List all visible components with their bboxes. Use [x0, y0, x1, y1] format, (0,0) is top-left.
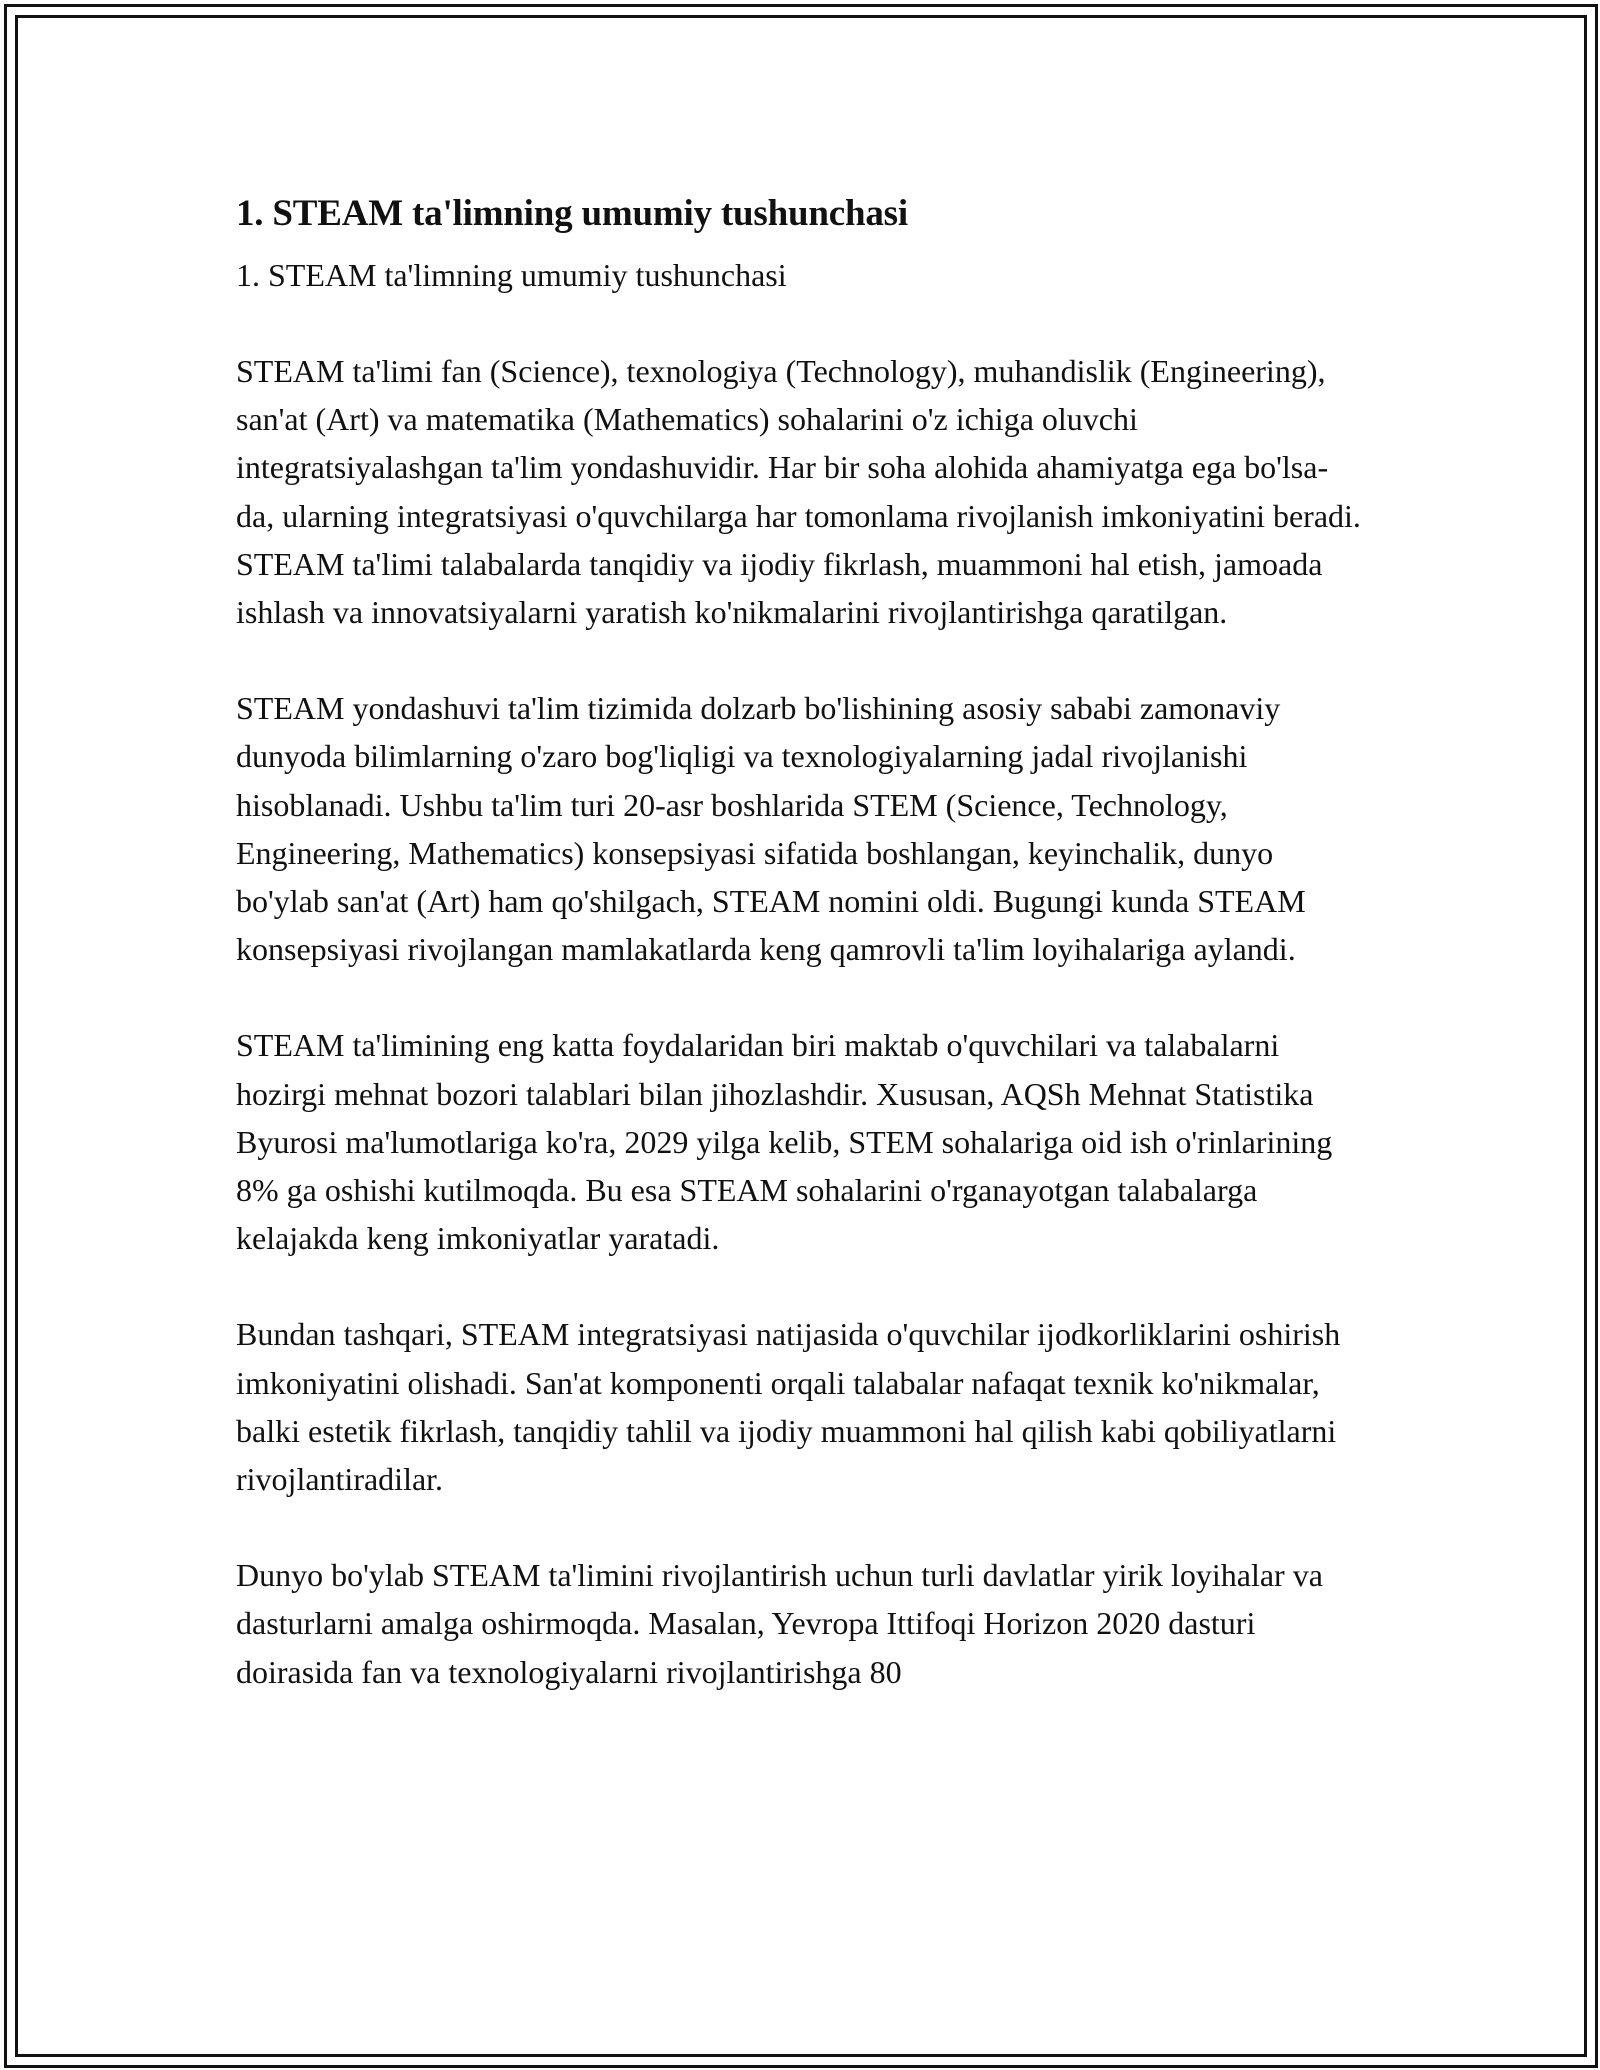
document-body: [236, 183, 1366, 1744]
page-title: 1. STEAM ta'limning umumiy tushunchasi: [236, 193, 908, 234]
section-subtitle: 1. STEAM ta'limning umumiy tushunchasi: [236, 257, 787, 293]
paragraph-3: STEAM ta'limining eng katta foydalaridan biri maktab o'quvchilari va talabalarni hozirgi mehnat bozori talablari bilan jihozlashdir. Xususan, AQSh Mehnat Statistika Byurosi ma'lumotlariga ko'ra, 2029 yilga kelib, STEM sohalariga oid ish o'rinlarining 8% ga oshishi kutilmoqda. Bu esa STEAM sohalarini o'rganayotgan talabalarga kelajakda keng imkoniyatlar yaratadi.: [236, 1027, 1333, 1257]
paragraph-1: STEAM ta'limi fan (Science), texnologiya (Technology), muhandislik (Engineering), san'at (Art) va matematika (Mathematics) sohalarini o'z ichiga oluvchi integratsiyalashgan ta'lim yondashuvidir. Har bir soha alohida ahamiyatga ega bo'lsa-da, ularning integratsiyasi o'quvchilarga har tomonlama rivojlanish imkoniyatini beradi. STEAM ta'limi talabalarda tanqidiy va ijodiy fikrlash, muammoni hal etish, jamoada ishlash va innovatsiyalarni yaratish ko'nikmalarini rivojlantirishga qaratilgan.: [236, 353, 1361, 631]
paragraph-5: Dunyo bo'ylab STEAM ta'limini rivojlantirish uchun turli davlatlar yirik loyihalar va dasturlarni amalga oshirmoqda. Masalan, Yevropa Ittifoqi Horizon 2020 dasturi doirasida fan va texnologiyalarni rivojlantirishga 80: [236, 1557, 1323, 1690]
paragraph-4: Bundan tashqari, STEAM integratsiyasi natijasida o'quvchilar ijodkorliklarini oshirish imkoniyatini olishadi. San'at komponenti orqali talabalar nafaqat texnik ko'nikmalar, balki estetik fikrlash, tanqidiy tahlil va ijodiy muammoni hal qilish kabi qobiliyatlarni rivojlantiradilar.: [236, 1316, 1341, 1498]
paragraph-2: STEAM yondashuvi ta'lim tizimida dolzarb bo'lishining asosiy sababi zamonaviy dunyoda bilimlarning o'zaro bog'liqligi va texnologiyalarning jadal rivojlanishi hisoblanadi. Ushbu ta'lim turi 20-asr boshlarida STEM (Science, Technology, Engineering, Mathematics) konsepsiyasi sifatida boshlangan, keyinchalik, dunyo bo'ylab san'at (Art) ham qo'shilgach, STEAM nomini oldi. Bugungi kunda STEAM konsepsiyasi rivojlangan mamlakatlarda keng qamrovli ta'lim loyihalariga aylandi.: [236, 690, 1306, 968]
